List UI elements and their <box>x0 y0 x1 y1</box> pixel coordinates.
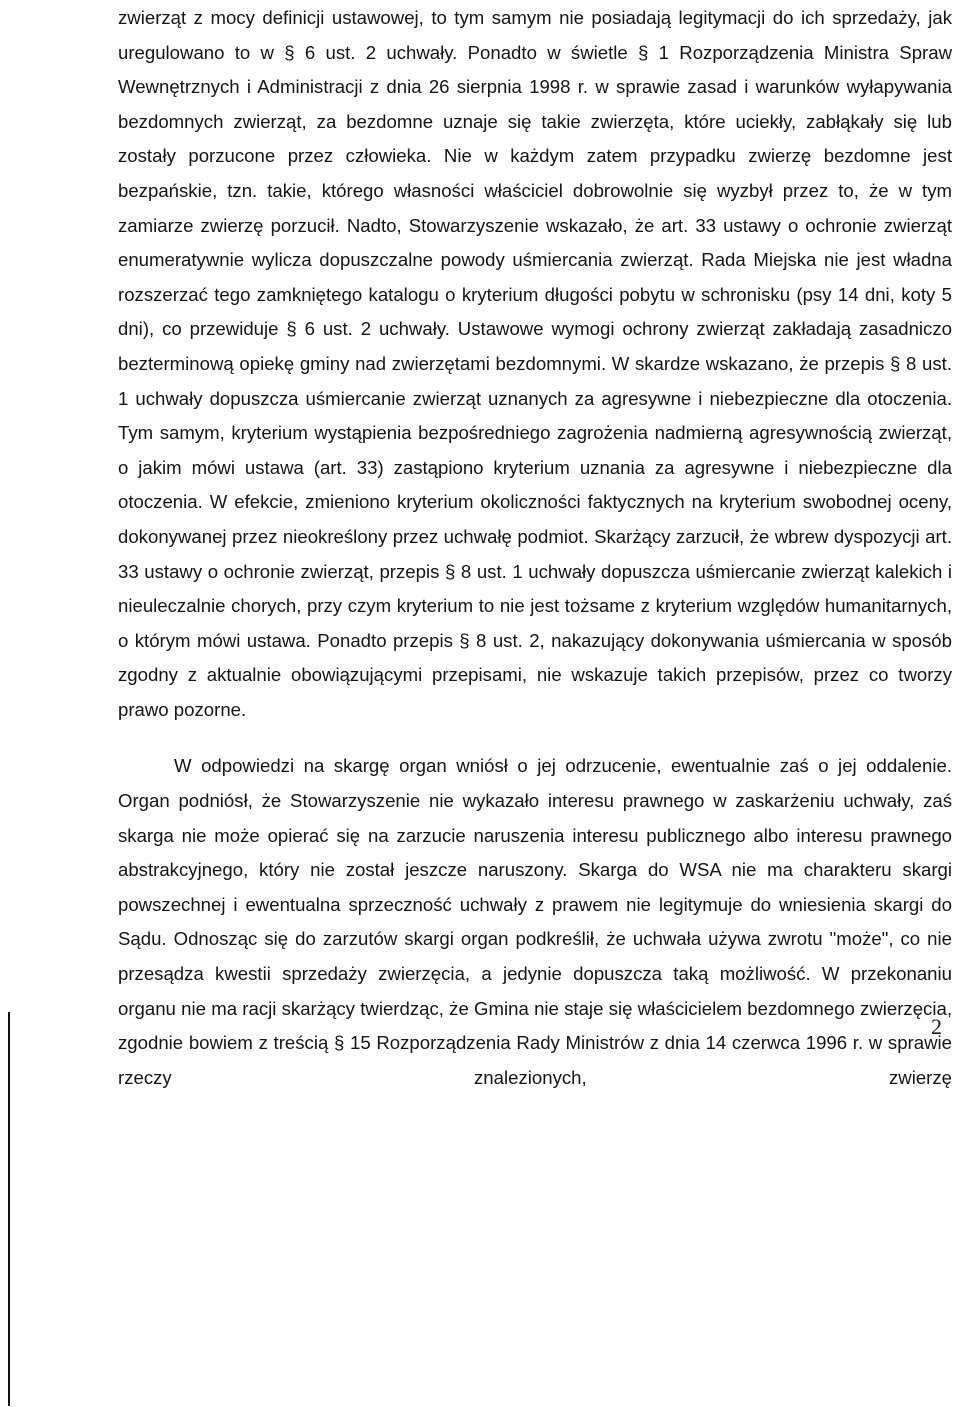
document-body <box>118 0 952 1095</box>
paragraph-2: W odpowiedzi na skargę organ wniósł o jej odrzucenie, ewentualnie zaś o jej oddalenie. Organ podniósł, że Stowarzyszenie nie wykazało interesu prawnego w zaskarżeniu uchwały, zaś skarga nie może opierać się na zarzucie naruszenia interesu publicznego albo interesu prawnego abstrakcyjnego, który nie został jeszcze naruszony. Skarga do WSA nie ma charakteru skargi powszechnej i ewentualna sprzeczność uchwały z prawem nie legitymuje do wniesienia skargi do Sądu. Odnosząc się do zarzutów skargi organ podkreślił, że uchwała używa zwrotu "może", co nie przesądza kwestii sprzedaży zwierzęcia, a jedynie dopuszcza taką możliwość. W przekonaniu organu nie ma racji skarżący twierdząc, że Gmina nie staje się właścicielem bezdomnego zwierzęcia, zgodnie bowiem z treścią § 15 Rozporządzenia Rady Ministrów z dnia 14 czerwca 1996 r. w sprawie rzeczy znalezionych, zwierzę <box>118 755 952 1088</box>
page-number: 2 <box>931 1014 942 1039</box>
margin-line <box>8 1012 10 1406</box>
paragraph-1: zwierząt z mocy definicji ustawowej, to tym samym nie posiadają legitymacji do ich sprzedaży, jak uregulowano to w § 6 ust. 2 uchwały. Ponadto w świetle § 1 Rozporządzenia Ministra Spraw Wewnętrznych i Administracji z dnia 26 sierpnia 1998 r. w sprawie zasad i warunków wyłapywania bezdomnych zwierząt, za bezdomne uznaje się takie zwierzęta, które uciekły, zabłąkały się lub zostały porzucone przez człowieka. Nie w każdym zatem przypadku zwierzę bezdomne jest bezpańskie, tzn. takie, którego własności właściciel dobrowolnie się wyzbył przez to, że w tym zamiarze zwierzę porzucił. Nadto, Stowarzyszenie wskazało, że art. 33 ustawy o ochronie zwierząt enumeratywnie wylicza dopuszczalne powody uśmiercania zwierząt. Rada Miejska nie jest władna rozszerzać tego zamkniętego katalogu o kryterium długości pobytu w schronisku (psy 14 dni, koty 5 dni), co przewiduje § 6 ust. 2 uchwały. Ustawowe wymogi ochrony zwierząt zakładają zasadniczo bezterminową opiekę gminy nad zwierzętami bezdomnymi. W skardze wskazano, że przepis § 8 ust. 1 uchwały dopuszcza uśmiercanie zwierząt uznanych za agresywne i niebezpieczne dla otoczenia. Tym samym, kryterium wystąpienia bezpośredniego zagrożenia nadmierną agresywnością zwierząt, o jakim mówi ustawa (art. 33) zastąpiono kryterium uznania za agresywne i niebezpieczne dla otoczenia. W efekcie, zmieniono kryterium okoliczności faktycznych na kryterium swobodnej oceny, dokonywanej przez nieokreślony przez uchwałę podmiot. Skarżący zarzucił, że wbrew dyspozycji art. 33 ustawy o ochronie zwierząt, przepis § 8 ust. 1 uchwały dopuszcza uśmiercanie zwierząt kalekich i nieuleczalnie chorych, przy czym kryterium to nie jest tożsame z kryterium względów humanitarnych, o którym mówi ustawa. Ponadto przepis § 8 ust. 2, nakazujący dokonywania uśmiercania w sposób zgodny z aktualnie obowiązującymi przepisami, nie wskazuje takich przepisów, przez co tworzy prawo pozorne. <box>118 7 952 720</box>
